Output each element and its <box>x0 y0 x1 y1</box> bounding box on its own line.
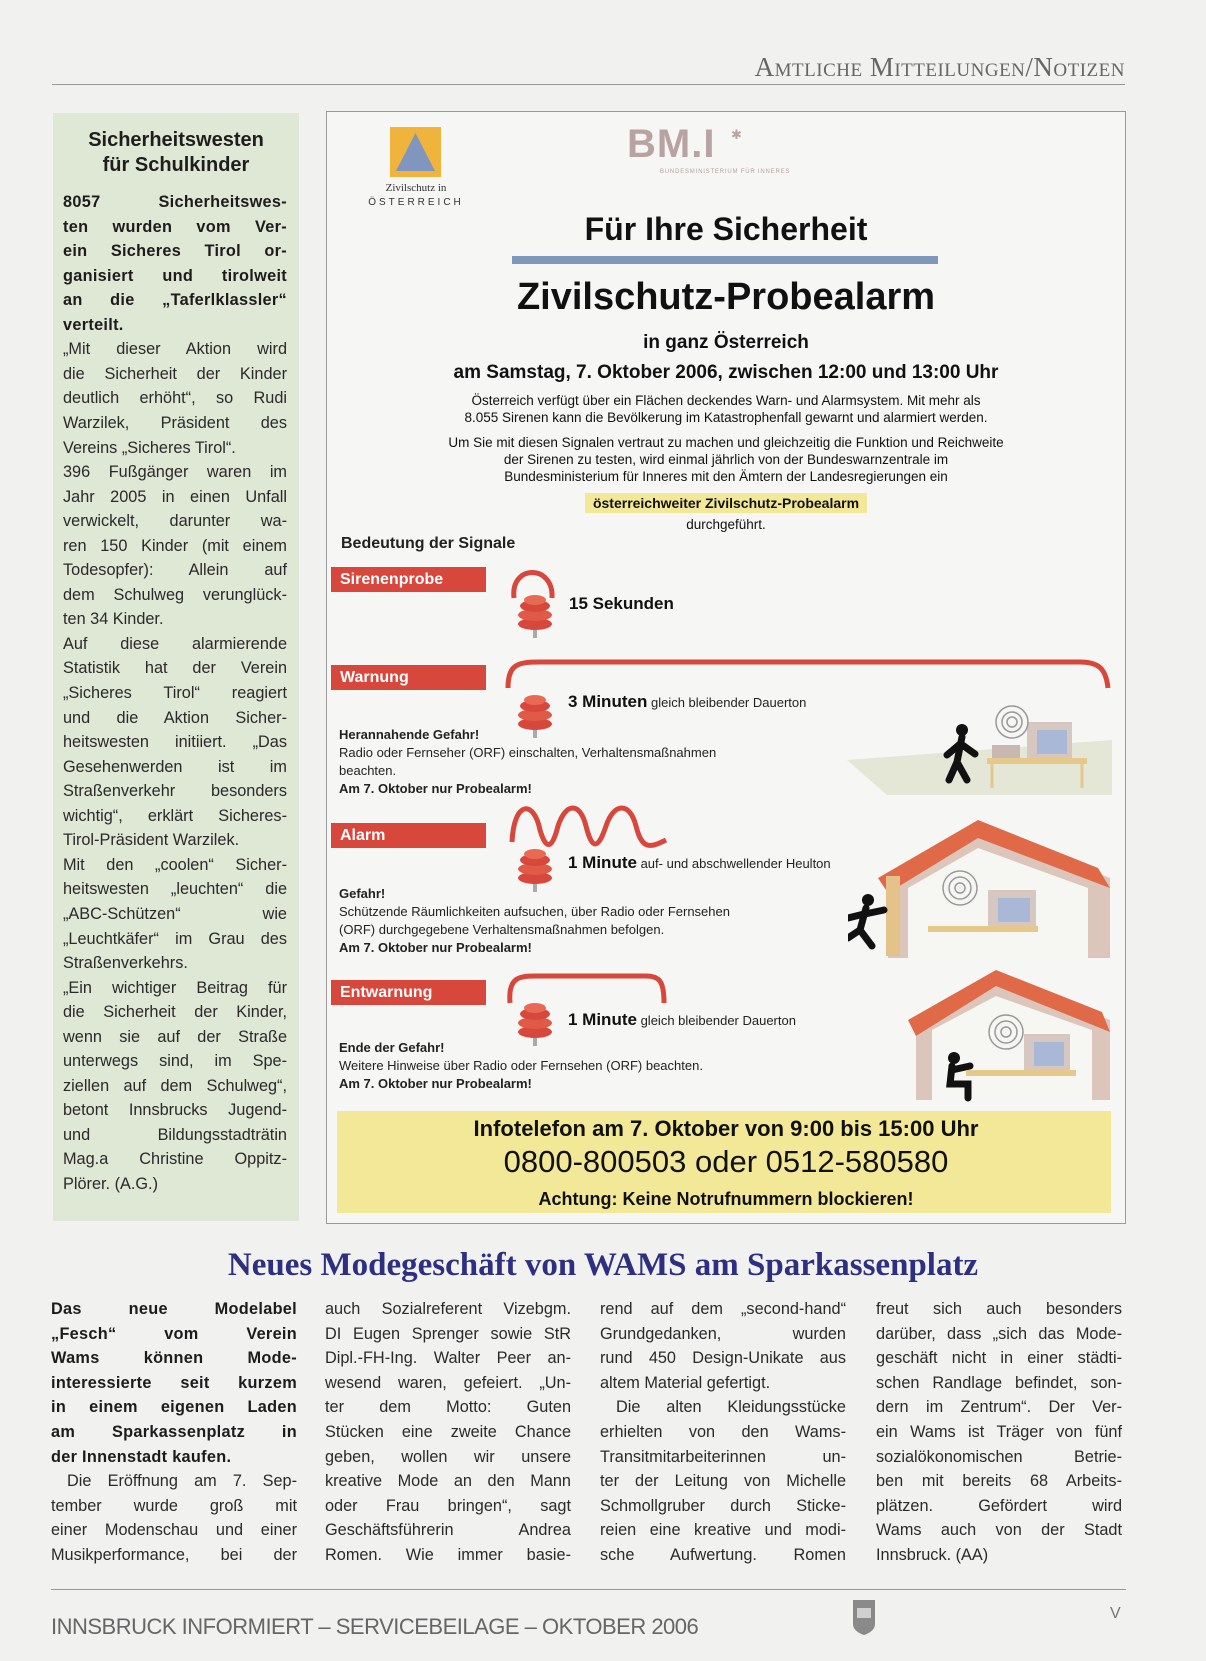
signal-note: Am 7. Oktober nur Probealarm! <box>339 781 532 796</box>
signal-heading: Herannahende Gefahr! <box>339 727 480 742</box>
intro-line: Österreich verfügt über ein Flächen deckendes Warn- und Alarmsystem. Mit mehr als <box>471 393 981 408</box>
zivilschutz-logo <box>390 127 441 177</box>
text-line: Straßenverkehrs. <box>63 954 188 973</box>
signal-text: Schützende Räumlichkeiten aufsuchen, über Radio oder Fernsehen <box>339 904 730 919</box>
text-line: 8057 Sicherheitswes- <box>63 193 287 211</box>
text-line: sche Aufwertung. Romen <box>600 1546 846 1564</box>
poster-main-title: Zivilschutz-Probealarm <box>516 276 936 318</box>
tone-arc-entwarnung <box>510 976 664 1003</box>
text-line: plätzen. Gefördert wird <box>876 1496 1122 1515</box>
signal-label-entwarnung: Entwarnung <box>331 980 486 1005</box>
text-line: Mag.a Christine Oppitz- <box>63 1150 287 1169</box>
text-line: ten wurden vom Ver- <box>63 217 287 236</box>
text-line: Grundgedanken, wurden <box>600 1324 846 1343</box>
text-line: Stücken eine zweite Chance <box>325 1423 571 1441</box>
text-line: Tirol-Präsident Warzilek. <box>63 831 240 850</box>
article-headline: Neues Modegeschäft von WAMS am Sparkassenplatz <box>227 1247 979 1283</box>
text-line: ein Wams ist Träger von fünf <box>876 1423 1122 1441</box>
signal-tone: gleich bleibender Dauerton <box>650 695 807 710</box>
text-line: ren 150 Kinder (mit einem <box>63 536 287 555</box>
signal-description-entwarnung <box>339 1039 703 1093</box>
section-header: Amtliche Mitteilungen/Notizen <box>754 52 1125 82</box>
eagle-icon: ✱ <box>731 127 742 142</box>
text-line: „Sicheres Tirol“ reagiert <box>63 684 287 702</box>
highlight-text: österreichweiter Zivilschutz-Probealarm <box>585 493 867 513</box>
text-line: Romen. Wie immer basie- <box>325 1546 571 1564</box>
text-line: sozialökonomischen Betrie- <box>876 1447 1122 1466</box>
text-line: heitswesten initiiert. „Das <box>63 733 287 752</box>
text-line: Transitmitarbeiterinnen un- <box>600 1447 846 1466</box>
signal-description-alarm <box>339 885 730 957</box>
sidebar-title-line: für Schulkinder <box>102 154 250 176</box>
header-rule <box>52 84 1125 85</box>
text-line: rend auf dem „second-hand“ <box>600 1300 846 1318</box>
signal-duration: 1 Minute <box>568 853 637 872</box>
text-line: Wams auch von der Stadt <box>876 1521 1122 1540</box>
signal-description-warnung <box>339 726 716 798</box>
intro-line: 8.055 Sirenen kann die Bevölkerung im Katastrophenfall gewarnt und alarmiert werden. <box>464 410 988 425</box>
text-line: 396 Fußgänger waren im <box>63 463 287 482</box>
signal-label-sirenenprobe: Sirenenprobe <box>331 567 486 592</box>
signal-heading: Gefahr! <box>339 886 386 901</box>
text-line: Vereins „Sicheres Tirol“. <box>63 438 236 457</box>
text-line: Die alten Kleidungsstücke <box>616 1398 846 1417</box>
text-line: DI Eugen Sprenger sowie StR <box>325 1324 571 1343</box>
text-line: darüber, dass „sich das Mode- <box>876 1324 1122 1343</box>
intro-line: durchgeführt. <box>686 517 766 532</box>
text-line: einer Modenschau und einer <box>51 1521 297 1540</box>
signal-text: Radio oder Fernseher (ORF) einschalten, Verhaltensmaßnahmen <box>339 745 717 760</box>
signal-text: beachten. <box>339 763 397 778</box>
signal-duration: 15 Sekunden <box>569 594 674 613</box>
text-line: unterwegs sind, im Spe- <box>63 1052 287 1071</box>
sidebar-title-line: Sicherheitswesten <box>88 129 264 151</box>
text-line: Statistik hat der Verein <box>63 659 287 678</box>
text-line: oder Frau bringen“, sagt <box>325 1496 571 1515</box>
signal-label-warnung: Warnung <box>331 665 486 690</box>
text-line: „Ein wichtiger Beitrag für <box>63 978 287 997</box>
signal-text: (ORF) durchgegebene Verhaltensmaßnahmen befolgen. <box>339 922 665 937</box>
text-line: schen Randlage befindet, son- <box>876 1373 1122 1392</box>
text-line: dem Schulweg verunglück- <box>63 585 287 604</box>
text-line: altem Material gefertigt. <box>600 1373 771 1392</box>
intro-line: Bundesministerium für Inneres mit den Ämtern der Landesregierungen ein <box>504 469 948 484</box>
text-line: geben, wollen wir unsere <box>325 1447 571 1466</box>
text-line: tember wurde groß mit <box>51 1496 297 1515</box>
bmi-logo-subtitle: BUNDESMINISTERIUM FÜR INNERES <box>660 169 791 175</box>
text-line: interessierte seit kurzem <box>51 1373 297 1392</box>
zivilschutz-logo-text: ÖSTERREICH <box>368 197 464 208</box>
text-line: Dipl.-FH-Ing. Walter Peer an- <box>325 1349 571 1368</box>
text-line: Straßenverkehr besonders <box>63 782 287 801</box>
triangle-icon <box>390 127 441 177</box>
text-line: deutlich erhöht“, so Rudi <box>63 389 287 408</box>
text-line: erhielten von den Wams- <box>600 1423 846 1441</box>
text-line: Plörer. (A.G.) <box>63 1175 158 1193</box>
intro-line: der Sirenen zu testen, wird einmal jährlich von der Bundeswarnzentrale im <box>503 452 949 467</box>
text-line: dern im Zentrum“. Der Ver- <box>876 1398 1122 1417</box>
text-line: ben mit bereits 68 Arbeits- <box>876 1472 1122 1491</box>
text-line: ziellen auf dem Schulweg“, <box>63 1076 287 1095</box>
text-line: am Sparkassenplatz in <box>51 1423 297 1441</box>
illustration-house-alarm <box>848 818 1110 960</box>
text-line: Geschäftsführerin Andrea <box>325 1521 571 1540</box>
text-line: Todesopfer): Allein auf <box>63 561 287 580</box>
intro-line: Um Sie mit diesen Signalen vertraut zu machen und gleichzeitig die Funktion und Reichweite <box>448 435 1004 450</box>
text-line: Schmollgruber durch Sticke- <box>600 1496 846 1515</box>
signals-heading: Bedeutung der Signale <box>341 535 516 552</box>
text-line: Die Eröffnung am 7. Sep- <box>67 1472 297 1491</box>
zivilschutz-logo-text: Zivilschutz in <box>385 182 447 194</box>
text-line: Auf diese alarmierende <box>63 634 287 653</box>
text-line: „Fesch“ vom Verein <box>51 1324 297 1343</box>
text-line: der Innenstadt kaufen. <box>51 1447 232 1466</box>
text-line: reien eine kreative und modi- <box>600 1521 846 1540</box>
text-line: Gesehenwerden ist im <box>63 757 287 776</box>
illustration-person-radio <box>827 700 1112 800</box>
signal-tone: gleich bleibender Dauerton <box>640 1013 796 1028</box>
text-line: Warzilek, Präsident des <box>63 413 287 432</box>
signal-label-alarm: Alarm <box>331 823 486 848</box>
text-line: verteilt. <box>63 315 124 334</box>
poster-title: Für Ihre Sicherheit <box>584 211 868 247</box>
text-line: Mit den „coolen“ Sicher- <box>63 855 287 874</box>
text-line: ein Sicheres Tirol or- <box>63 242 287 261</box>
text-line: an die „Taferlklassler“ <box>63 291 287 310</box>
text-line: heitswesten „leuchten“ die <box>63 880 287 899</box>
text-line: ter der Leitung von Michelle <box>600 1472 846 1491</box>
text-line: in einem eigenen Laden <box>51 1398 297 1417</box>
info-phone-numbers: 0800-800503 oder 0512-580580 <box>503 1144 949 1179</box>
text-line: ter dem Motto: Guten <box>325 1398 571 1417</box>
signal-tone: auf- und abschwellender Heulton <box>640 856 831 871</box>
footer-publication: INNSBRUCK INFORMIERT – SERVICEBEILAGE – OKTOBER 2006 <box>51 1614 699 1639</box>
text-line: die Sicherheit der Kinder <box>63 364 287 383</box>
text-line: betont Innsbrucks Jugend- <box>63 1101 287 1120</box>
text-line: freut sich auch besonders <box>876 1300 1122 1318</box>
tone-wave-alarm <box>512 808 666 845</box>
poster-date: am Samstag, 7. Oktober 2006, zwischen 12:00 und 13:00 Uhr <box>453 362 999 383</box>
info-warning: Achtung: Keine Notrufnummern blockieren! <box>538 1189 914 1209</box>
tone-arc-warnung <box>508 662 1108 688</box>
text-line: Musikperformance, bei der <box>51 1546 297 1564</box>
signal-heading: Ende der Gefahr! <box>339 1040 445 1055</box>
signal-note: Am 7. Oktober nur Probealarm! <box>339 940 532 955</box>
text-line: auch Sozialreferent Vizebgm. <box>325 1300 571 1318</box>
text-line: Innsbruck. (AA) <box>876 1546 989 1564</box>
signal-duration: 3 Minuten <box>568 692 648 711</box>
text-line: Wams können Mode- <box>51 1349 297 1368</box>
poster-subtitle: in ganz Österreich <box>643 332 809 353</box>
text-line: wichtig“, erklärt Sicheres- <box>63 806 287 825</box>
text-line: kreative Mode an den Mann <box>325 1472 571 1491</box>
text-line: „ABC-Schützen“ wie <box>63 904 287 923</box>
text-line: Das neue Modelabel <box>51 1300 297 1318</box>
text-line: „Leuchtkäfer“ im Grau des <box>63 929 287 948</box>
title-divider <box>512 256 938 264</box>
text-line: ten 34 Kinder. <box>63 610 164 629</box>
info-line: Infotelefon am 7. Oktober von 9:00 bis 15:00 Uhr <box>473 1116 979 1141</box>
text-line: und die Aktion Sicher- <box>63 708 287 727</box>
signal-note: Am 7. Oktober nur Probealarm! <box>339 1076 532 1091</box>
text-line: ganisiert und tirolweit <box>63 266 287 285</box>
person-running-icon <box>848 894 884 946</box>
text-line: wenn sie auf der Straße <box>63 1027 287 1046</box>
text-line: geschäft nicht in einer städti- <box>876 1349 1122 1368</box>
text-line: rund 450 Design-Unikate aus <box>600 1349 846 1368</box>
text-line: wesend waren, gefeiert. „Un- <box>325 1373 571 1392</box>
siren-icon <box>516 594 554 643</box>
footer-rule <box>51 1589 1126 1590</box>
page-number: V <box>1110 1605 1121 1622</box>
text-line: verwickelt, darunter wa- <box>63 512 287 531</box>
text-line: die Sicherheit der Kinder, <box>63 1003 287 1022</box>
bmi-logo: BM.I <box>627 122 716 166</box>
text-line: und Bildungsstadträtin <box>63 1125 287 1144</box>
innsbruck-coat-of-arms-icon <box>851 1598 877 1636</box>
signal-text: Weitere Hinweise über Radio oder Fernsehen (ORF) beachten. <box>339 1058 703 1073</box>
text-line: Jahr 2005 in einen Unfall <box>63 487 287 506</box>
signal-duration: 1 Minute <box>568 1010 637 1029</box>
text-line: „Mit dieser Aktion wird <box>63 340 287 359</box>
illustration-house-allclear <box>906 970 1110 1102</box>
